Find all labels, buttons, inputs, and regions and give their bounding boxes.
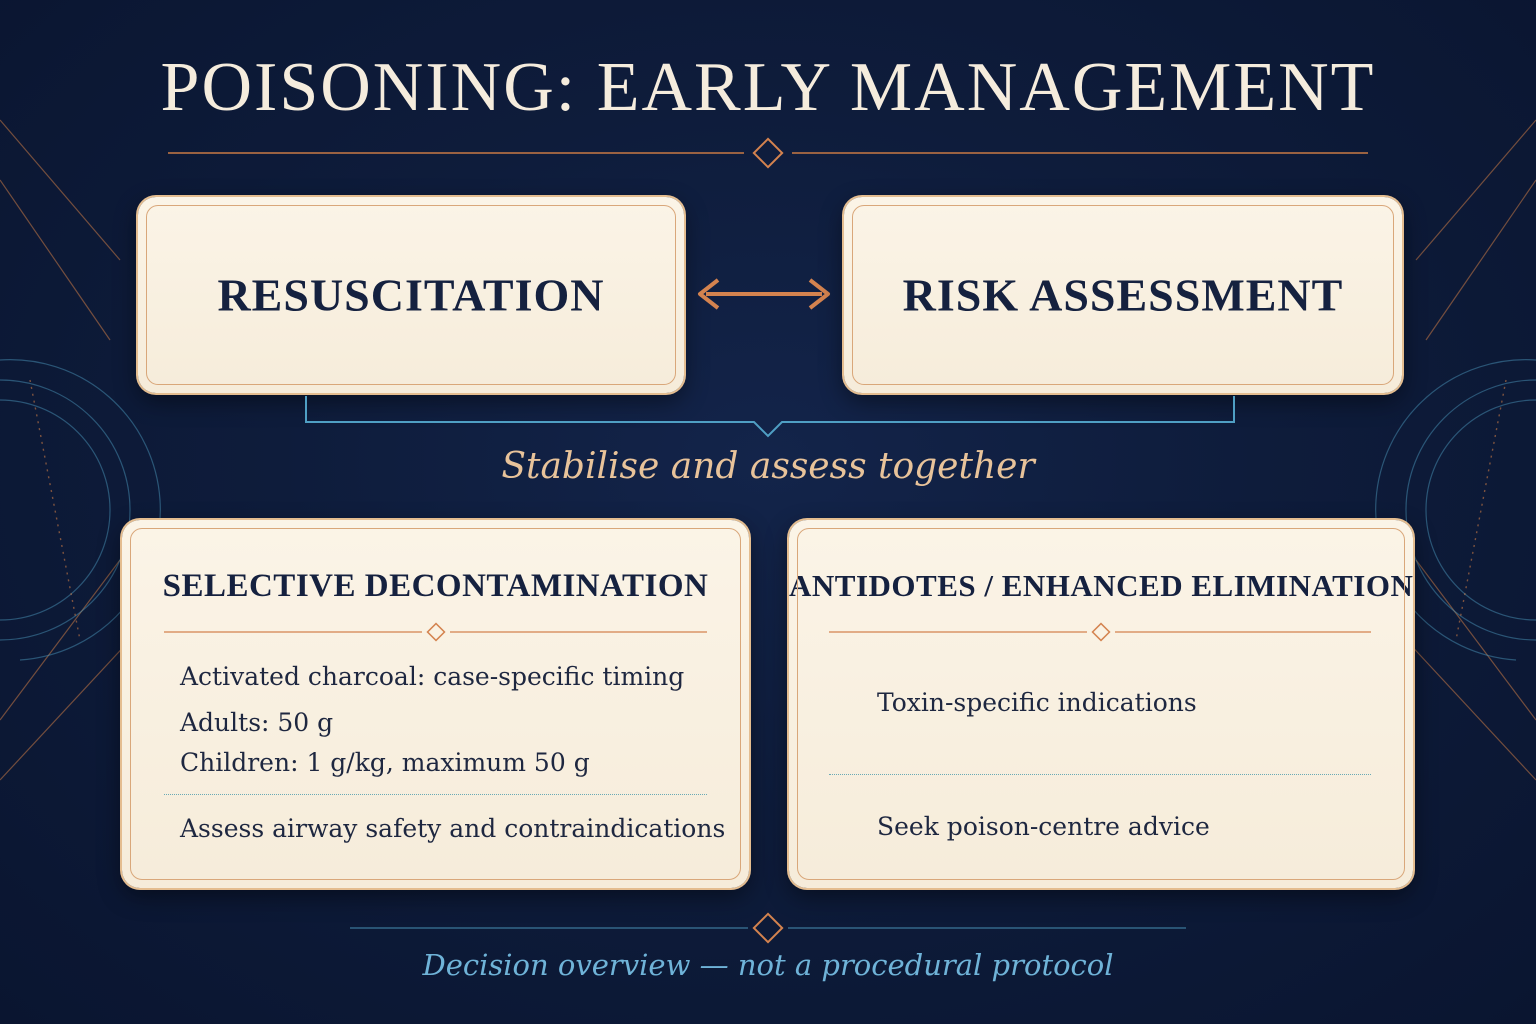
- footer-note: Decision overview — not a procedural protocol: [422, 948, 1114, 982]
- dotted-divider: [164, 794, 707, 795]
- footer-divider: [350, 912, 1186, 944]
- toxin-indications-line: Toxin-specific indications: [877, 688, 1197, 717]
- bracket-connector: [300, 394, 1240, 442]
- charcoal-line: Activated charcoal: case-specific timing: [180, 662, 685, 691]
- decontamination-title: SELECTIVE DECONTAMINATION: [162, 568, 709, 604]
- card-divider: [164, 620, 707, 644]
- antidotes-card: [789, 520, 1413, 888]
- link-caption: Stabilise and assess together: [501, 446, 1035, 487]
- poison-centre-line: Seek poison-centre advice: [877, 812, 1210, 841]
- antidotes-title: ANTIDOTES / ENHANCED ELIMINATION: [789, 568, 1414, 603]
- airway-line: Assess airway safety and contraindications: [180, 814, 726, 843]
- diamond-icon: [754, 139, 782, 167]
- dotted-divider: [829, 774, 1371, 775]
- child-dose-line: Children: 1 g/kg, maximum 50 g: [180, 748, 590, 777]
- risk-assessment-label: RISK ASSESSMENT: [902, 269, 1344, 321]
- title-divider: [160, 136, 1376, 172]
- resuscitation-label: RESUSCITATION: [217, 269, 605, 321]
- adult-dose-line: Adults: 50 g: [180, 708, 334, 737]
- decontamination-card: [122, 520, 749, 888]
- risk-assessment-box: [844, 197, 1402, 393]
- page-title: POISONING: EARLY MANAGEMENT: [160, 49, 1376, 126]
- card-divider: [829, 620, 1371, 644]
- resuscitation-box: [138, 197, 684, 393]
- double-arrow-icon: [692, 270, 836, 318]
- diamond-icon: [1093, 624, 1110, 641]
- diamond-icon: [754, 914, 782, 942]
- diamond-icon: [428, 624, 445, 641]
